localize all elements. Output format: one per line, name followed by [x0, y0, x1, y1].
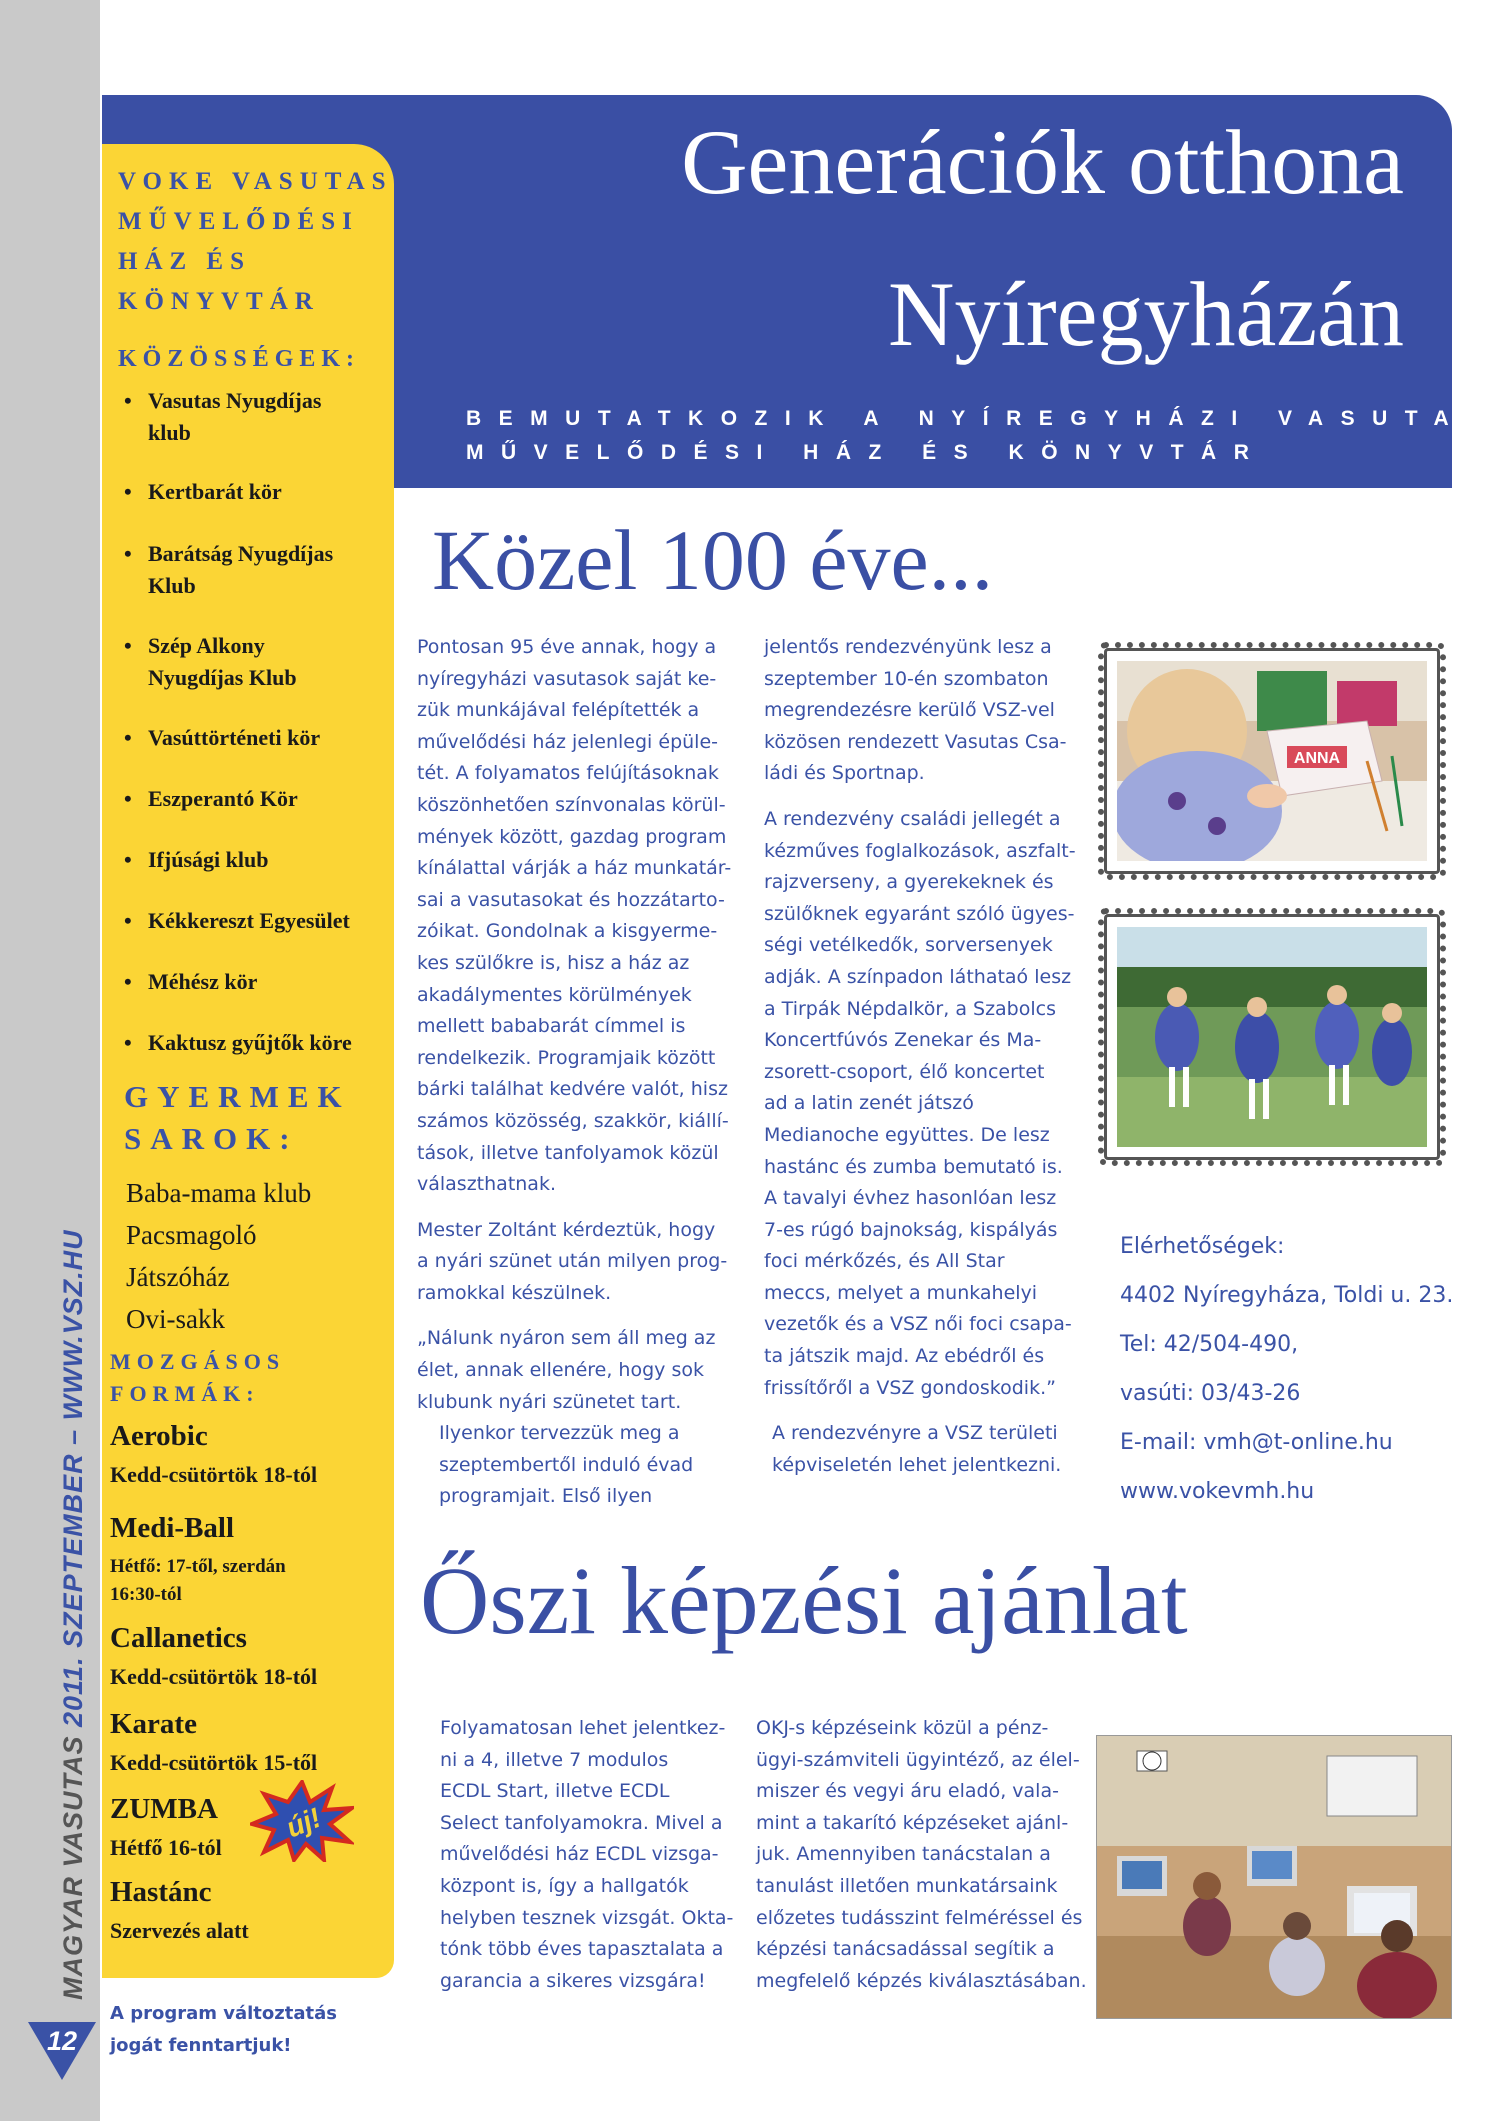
- text-line: élet, annak ellenére, hogy sok: [417, 1359, 704, 1382]
- text-line: tét. A folyamatos felújításoknak: [417, 762, 719, 785]
- spine-prefix: MAGYAR VASUTAS: [58, 1726, 88, 2000]
- community-item: • Méhész kör: [124, 969, 258, 994]
- text-line: Mester Zoltánt kérdeztük, hogy: [417, 1218, 716, 1241]
- text-line: miszer és vegyi áru eladó, vala-: [756, 1780, 1059, 1803]
- activity-name: Callanetics: [110, 1622, 247, 1654]
- kids-list: [126, 1172, 311, 1340]
- new-starburst-icon: [250, 1780, 354, 1862]
- text-line: Koncertfúvós Zenekar és Ma-: [764, 1029, 1042, 1052]
- article2-column-2: [756, 1713, 1087, 1997]
- text-line: Ilyenkor tervezzük meg a: [439, 1422, 680, 1445]
- text-line: számos közösség, szakkör, kiállí-: [417, 1109, 729, 1132]
- community-item: • Kertbarát kör: [124, 479, 282, 504]
- activity-name: Hastánc: [110, 1876, 212, 1908]
- text-line: ECDL Start, illetve ECDL: [440, 1780, 670, 1803]
- text-line: klubunk nyári szünetet tart.: [417, 1390, 682, 1413]
- photo-computer-classroom: [1096, 1735, 1452, 2019]
- text-line: zsorett-csoport, élő koncertet: [764, 1060, 1045, 1083]
- photo-label-text: ANNA: [1293, 750, 1341, 767]
- text-line: 7-es rúgó bajnokság, kispályás: [764, 1218, 1058, 1241]
- text-line: juk. Amennyiben tanácstalan a: [756, 1843, 1051, 1866]
- subtitle-line-1: BEMUTATKOZIK A NYÍREGYHÁZI VASUTAS: [466, 407, 1498, 430]
- community-item: • Kékkereszt Egyesület: [124, 908, 350, 933]
- article1-column-1: [417, 632, 731, 1513]
- page-title-line-1: Generációk otthona: [681, 111, 1404, 213]
- text-line: zóikat. Gondolnak a kisgyerme-: [417, 920, 718, 943]
- text-line: ramokkal készülnek.: [417, 1281, 612, 1304]
- contact-phone: Tel: 42/504-490,: [1120, 1332, 1299, 1357]
- text-line: A tavalyi évhez hasonlóan lesz: [764, 1187, 1057, 1210]
- activity-name: Medi-Ball: [110, 1512, 235, 1544]
- photo-crafting-illustration: [1117, 661, 1427, 861]
- text-line: a nyári szünet után milyen prog-: [417, 1250, 728, 1273]
- text-line: tások, illetve tanfolyamok közül: [417, 1141, 719, 1164]
- org-line: HÁZ ÉS: [118, 248, 252, 275]
- stamp-frame: [1104, 914, 1440, 1160]
- activity-time-line: Hétfő: 17-től, szerdán: [110, 1556, 286, 1577]
- article1-column-2: [764, 632, 1076, 1481]
- activity-name: Karate: [110, 1708, 197, 1740]
- text-line: adják. A színpadon láthataó lesz: [764, 965, 1072, 988]
- org-line: VOKE VASUTAS: [118, 168, 393, 195]
- kids-item: Játszóház: [126, 1262, 230, 1292]
- community-item: • Kaktusz gyűjtők köre: [124, 1030, 352, 1055]
- activity-time: Kedd-csütörtök 18-tól: [110, 1462, 318, 1487]
- photo-majorettes-illustration: [1117, 927, 1427, 1147]
- text-line: Medianoche együttes. De lesz: [764, 1123, 1050, 1146]
- photo-crafting-child: [1117, 661, 1427, 861]
- text-line: akadálymentes körülmények: [417, 983, 692, 1006]
- text-line: rendelkezik. Programjaik között: [417, 1046, 716, 1069]
- text-line: sai a vasutasokat és hozzátarto-: [417, 888, 725, 911]
- page-number: 12: [46, 2026, 78, 2056]
- text-line: mények között, gazdag program: [417, 825, 727, 848]
- kids-heading-line: GYERMEK: [124, 1079, 351, 1114]
- contact-website: www.vokevmh.hu: [1120, 1479, 1315, 1504]
- text-line: garancia a sikeres vizsgára!: [440, 1969, 706, 1992]
- text-line: megrendezésre kerülő VSZ-vel: [764, 699, 1055, 722]
- text-line: ügyi-számviteli ügyintéző, az élel-: [756, 1748, 1080, 1771]
- kids-item: Baba-mama klub: [126, 1178, 312, 1208]
- text-line: hastánc és zumba bemutató is.: [764, 1155, 1063, 1178]
- kids-item: Pacsmagoló: [126, 1220, 257, 1250]
- activity-name: Aerobic: [110, 1420, 208, 1452]
- program-change-note: [110, 1998, 337, 2062]
- sidebar-org-name: [118, 162, 393, 322]
- contact-address: 4402 Nyíregyháza, Toldi u. 23.: [1120, 1283, 1454, 1308]
- text-line: vezetők és a VSZ női foci csapa-: [764, 1313, 1072, 1336]
- contact-rail-phone: vasúti: 03/43-26: [1120, 1381, 1301, 1406]
- text-line: képviseletén lehet jelentkezni.: [772, 1453, 1062, 1476]
- contact-label: Elérhetőségek:: [1120, 1234, 1285, 1259]
- text-line: ládi és Sportnap.: [764, 762, 925, 785]
- text-line: választhatnak.: [417, 1173, 556, 1196]
- communities-heading: KÖZÖSSÉGEK:: [118, 346, 361, 372]
- text-line: A rendezvényre a VSZ területi: [772, 1422, 1058, 1445]
- text-line: mint a takarító képzéseket ajánl-: [756, 1811, 1069, 1834]
- text-line: Select tanfolyamokra. Mivel a: [440, 1811, 723, 1834]
- text-line: szeptember 10-én szombaton: [764, 667, 1049, 690]
- text-line: művelődési ház jelenlegi épüle-: [417, 730, 718, 753]
- text-line: OKJ-s képzéseink közül a pénz-: [756, 1717, 1049, 1739]
- text-line: a Tirpák Népdalkör, a Szabolcs: [764, 997, 1056, 1020]
- text-line: Folyamatosan lehet jelentkez-: [440, 1717, 726, 1739]
- text-line: ségi vetélkedők, sorversenyek: [764, 934, 1053, 957]
- text-line: előzetes tudásszint felméréssel és: [756, 1906, 1083, 1929]
- org-line: MŰVELŐDÉSI: [118, 208, 359, 235]
- text-line: kes szülőkre is, hisz a ház az: [417, 951, 690, 974]
- text-line: szeptembertől induló évad: [439, 1453, 694, 1476]
- text-line: kínálattal várják a ház munkatár-: [417, 857, 732, 880]
- text-line: művelődési ház ECDL vizsga-: [440, 1843, 719, 1866]
- spine-highlight: 2011. SZEPTEMBER – WWW.VSZ.HU: [58, 1229, 88, 1727]
- activity-time: [110, 1553, 286, 1609]
- text-line: tónk több éves tapasztalata a: [440, 1938, 724, 1961]
- kids-item: Ovi-sakk: [126, 1304, 225, 1334]
- activity-time-line: 16:30-tól: [110, 1584, 182, 1605]
- text-line: zük munkájával felépítették a: [417, 699, 700, 722]
- kids-corner-heading: [124, 1076, 351, 1160]
- page-title-line-2: Nyíregyházán: [888, 263, 1404, 365]
- text-line: Pontosan 95 éve annak, hogy a: [417, 636, 717, 658]
- stamp-frame: [1104, 648, 1440, 874]
- community-item: • Vasutas Nyugdíjas klub: [124, 388, 322, 445]
- text-line: bárki találhat kedvére valót, hisz: [417, 1078, 728, 1101]
- text-line: nyíregyházi vasutasok saját ke-: [417, 667, 717, 690]
- activity-time: Szervezés alatt: [110, 1918, 249, 1943]
- text-line: megfelelő képzés kiválasztásában.: [756, 1969, 1087, 1992]
- activity-time: Kedd-csütörtök 18-tól: [110, 1664, 318, 1689]
- article-heading-kozel: Közel 100 éve...: [432, 512, 994, 608]
- text-line: központ is, így a hallgatók: [440, 1874, 689, 1897]
- text-line: ni a 4, illetve 7 modulos: [440, 1748, 669, 1771]
- text-line: közösen rendezett Vasutas Csa-: [764, 730, 1067, 753]
- text-line: meccs, melyet a munkahelyi: [764, 1281, 1038, 1304]
- activity-name: ZUMBA: [110, 1793, 218, 1825]
- text-line: helyben tesznek vizsgát. Okta-: [440, 1906, 734, 1929]
- spine-text: [58, 1229, 89, 2000]
- text-line: foci mérkőzés, és All Star: [764, 1250, 1005, 1273]
- community-item: • Vasúttörténeti kör: [124, 725, 321, 750]
- movement-heading-line: FORMÁK:: [110, 1381, 260, 1406]
- text-line: ad a latin zenét játszó: [764, 1092, 974, 1115]
- text-line: programjait. Első ilyen: [439, 1485, 653, 1508]
- community-item: • Ifjúsági klub: [124, 847, 269, 872]
- note-line: jogát fenntartjuk!: [110, 2035, 292, 2056]
- text-line: szülőknek egyaránt szóló ügyes-: [764, 902, 1075, 925]
- community-item: • Szép Alkony Nyugdíjas Klub: [124, 633, 297, 690]
- movement-heading: [110, 1346, 285, 1410]
- new-badge-text: új!: [281, 1801, 326, 1844]
- text-line: ta játszik majd. Az ebédről és: [764, 1345, 1045, 1368]
- header-subtitle: [466, 402, 1498, 470]
- movement-heading-line: MOZGÁSOS: [110, 1349, 286, 1374]
- photo-classroom-illustration: [1097, 1736, 1451, 2018]
- text-line: rajzverseny, a gyerekeknek és: [764, 871, 1054, 894]
- activity-time: Kedd-csütörtök 15-től: [110, 1750, 318, 1775]
- text-line: képzési tanácsadással segítik a: [756, 1938, 1055, 1961]
- text-line: frissítőről a VSZ gondoskodik.”: [764, 1376, 1056, 1399]
- note-line: A program változtatás: [110, 2003, 337, 2024]
- text-line: mellett bababarát címmel is: [417, 1015, 686, 1038]
- text-line: jelentős rendezvényünk lesz a: [764, 636, 1052, 658]
- text-line: kézműves foglalkozások, aszfalt-: [764, 839, 1076, 862]
- text-line: köszönhetően színvonalas körül-: [417, 793, 726, 816]
- community-item: • Barátság Nyugdíjas Klub: [124, 541, 334, 598]
- text-line: A rendezvény családi jellegét a: [764, 807, 1061, 830]
- subtitle-line-2: MŰVELŐDÉSI HÁZ ÉS KÖNYVTÁR: [466, 441, 1267, 464]
- community-item: • Eszperantó Kör: [124, 786, 298, 811]
- activity-time: Hétfő 16-tól: [110, 1835, 222, 1860]
- kids-heading-line: SAROK:: [124, 1121, 299, 1156]
- org-line: KÖNYVTÁR: [118, 288, 320, 315]
- contact-block: [1120, 1222, 1453, 1516]
- text-line: „Nálunk nyáron sem áll meg az: [417, 1327, 716, 1350]
- contact-email: E-mail: vmh@t-online.hu: [1120, 1430, 1393, 1455]
- text-line: tanulást illetően munkatársaink: [756, 1874, 1058, 1897]
- article2-column-1: [440, 1713, 733, 1997]
- article-heading-oszi: Őszi képzési ajánlat: [420, 1547, 1188, 1654]
- photo-majorettes: [1117, 927, 1427, 1147]
